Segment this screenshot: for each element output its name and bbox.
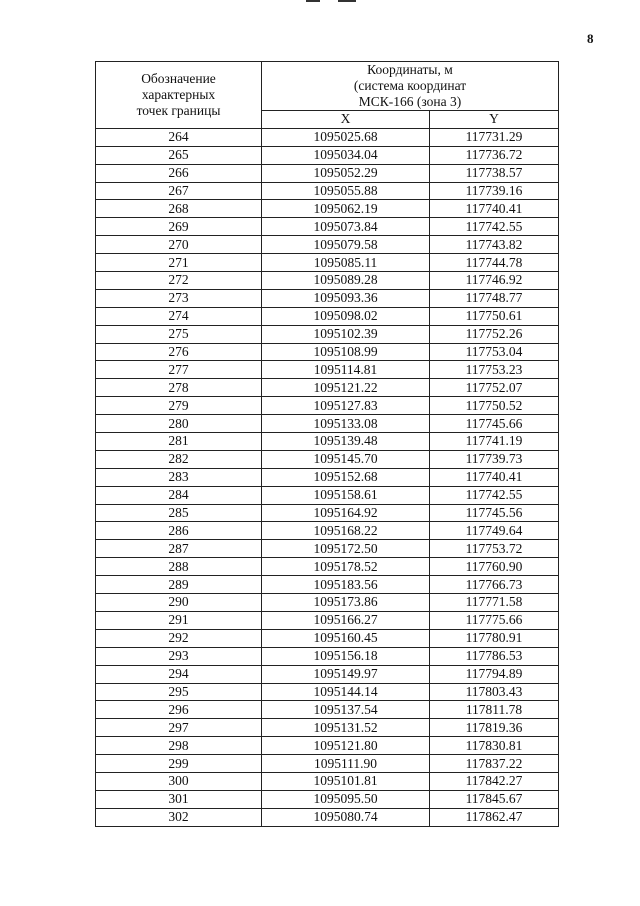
- table-row: [96, 379, 559, 397]
- table-row: [96, 540, 559, 558]
- point-number-cell: 272: [96, 272, 262, 290]
- top-edge-marks: [306, 0, 356, 4]
- x-coordinate-cell: 1095145.70: [262, 450, 430, 468]
- x-coordinate-cell: 1095149.97: [262, 665, 430, 683]
- y-coordinate-cell: 117771.58: [430, 594, 559, 612]
- table-row: [96, 450, 559, 468]
- y-coordinate-cell: 117745.66: [430, 415, 559, 433]
- y-coordinate-cell: 117750.61: [430, 307, 559, 325]
- x-coordinate-cell: 1095139.48: [262, 433, 430, 451]
- x-coordinate-cell: 1095079.58: [262, 236, 430, 254]
- y-coordinate-cell: 117766.73: [430, 576, 559, 594]
- table-row: [96, 647, 559, 665]
- x-coordinate-cell: 1095160.45: [262, 629, 430, 647]
- table-row: [96, 343, 559, 361]
- y-coordinate-cell: 117745.56: [430, 504, 559, 522]
- table-row: [96, 218, 559, 236]
- x-coordinate-cell: 1095158.61: [262, 486, 430, 504]
- table-row: [96, 146, 559, 164]
- point-number-cell: 265: [96, 146, 262, 164]
- table-row: [96, 594, 559, 612]
- x-coordinate-cell: 1095098.02: [262, 307, 430, 325]
- point-number-cell: 279: [96, 397, 262, 415]
- table-row: [96, 361, 559, 379]
- point-number-cell: 286: [96, 522, 262, 540]
- y-coordinate-cell: 117731.29: [430, 128, 559, 146]
- point-number-cell: 278: [96, 379, 262, 397]
- x-coordinate-cell: 1095173.86: [262, 594, 430, 612]
- y-coordinate-cell: 117753.72: [430, 540, 559, 558]
- table-row: [96, 415, 559, 433]
- x-coordinate-cell: 1095052.29: [262, 164, 430, 182]
- point-number-cell: 288: [96, 558, 262, 576]
- y-coordinate-cell: 117750.52: [430, 397, 559, 415]
- x-coordinate-cell: 1095121.22: [262, 379, 430, 397]
- table-row: [96, 611, 559, 629]
- table-row: [96, 522, 559, 540]
- y-coordinate-cell: 117739.73: [430, 450, 559, 468]
- point-number-cell: 283: [96, 468, 262, 486]
- coords-header-line: (система координат: [353, 78, 467, 93]
- point-number-cell: 287: [96, 540, 262, 558]
- y-coordinate-cell: 117742.55: [430, 218, 559, 236]
- x-coordinate-cell: 1095131.52: [262, 719, 430, 737]
- x-coordinate-cell: 1095152.68: [262, 468, 430, 486]
- table-row: [96, 289, 559, 307]
- x-coordinate-cell: 1095093.36: [262, 289, 430, 307]
- y-coordinate-cell: 117752.07: [430, 379, 559, 397]
- x-coordinate-cell: 1095034.04: [262, 146, 430, 164]
- table-row: [96, 576, 559, 594]
- table-row: [96, 128, 559, 146]
- point-number-cell: 275: [96, 325, 262, 343]
- point-number-cell: 281: [96, 433, 262, 451]
- x-coordinate-cell: 1095080.74: [262, 808, 430, 826]
- y-coordinate-cell: 117775.66: [430, 611, 559, 629]
- x-coordinate-cell: 1095089.28: [262, 272, 430, 290]
- point-number-cell: 302: [96, 808, 262, 826]
- x-coordinate-cell: 1095166.27: [262, 611, 430, 629]
- x-coordinate-cell: 1095183.56: [262, 576, 430, 594]
- y-coordinate-cell: 117794.89: [430, 665, 559, 683]
- y-coordinate-cell: 117786.53: [430, 647, 559, 665]
- y-coordinate-cell: 117749.64: [430, 522, 559, 540]
- point-number-cell: 293: [96, 647, 262, 665]
- y-coordinate-cell: 117760.90: [430, 558, 559, 576]
- x-coordinate-cell: 1095133.08: [262, 415, 430, 433]
- point-number-cell: 269: [96, 218, 262, 236]
- y-coordinate-cell: 117748.77: [430, 289, 559, 307]
- table-row: [96, 468, 559, 486]
- y-coordinate-cell: 117845.67: [430, 790, 559, 808]
- point-number-cell: 273: [96, 289, 262, 307]
- point-number-cell: 276: [96, 343, 262, 361]
- point-number-cell: 294: [96, 665, 262, 683]
- table-row: [96, 307, 559, 325]
- point-number-cell: 289: [96, 576, 262, 594]
- point-number-cell: 295: [96, 683, 262, 701]
- x-coordinate-cell: 1095172.50: [262, 540, 430, 558]
- table-row: [96, 701, 559, 719]
- y-coordinate-cell: 117744.78: [430, 254, 559, 272]
- y-coordinate-cell: 117753.04: [430, 343, 559, 361]
- point-number-cell: 298: [96, 737, 262, 755]
- x-coordinate-cell: 1095085.11: [262, 254, 430, 272]
- table-row: [96, 719, 559, 737]
- table-row: [96, 486, 559, 504]
- x-coordinate-cell: 1095168.22: [262, 522, 430, 540]
- table-row: [96, 683, 559, 701]
- table-row: [96, 558, 559, 576]
- table-row: [96, 325, 559, 343]
- x-coordinate-cell: 1095156.18: [262, 647, 430, 665]
- page-number: 8: [587, 31, 594, 46]
- y-coordinate-cell: 117780.91: [430, 629, 559, 647]
- table-header-row: [96, 62, 559, 111]
- y-coordinate-cell: 117739.16: [430, 182, 559, 200]
- table-row: [96, 200, 559, 218]
- y-coordinate-cell: 117738.57: [430, 164, 559, 182]
- y-column-header: Y: [430, 111, 559, 129]
- y-coordinate-cell: 117742.55: [430, 486, 559, 504]
- x-coordinate-cell: 1095121.80: [262, 737, 430, 755]
- point-number-cell: 264: [96, 128, 262, 146]
- point-number-cell: 274: [96, 307, 262, 325]
- x-coordinate-cell: 1095178.52: [262, 558, 430, 576]
- y-coordinate-cell: 117830.81: [430, 737, 559, 755]
- point-number-cell: 267: [96, 182, 262, 200]
- x-coordinate-cell: 1095102.39: [262, 325, 430, 343]
- x-coordinate-cell: 1095137.54: [262, 701, 430, 719]
- table-row: [96, 772, 559, 790]
- x-coordinate-cell: 1095101.81: [262, 772, 430, 790]
- y-coordinate-cell: 117740.41: [430, 200, 559, 218]
- point-number-cell: 277: [96, 361, 262, 379]
- x-coordinate-cell: 1095144.14: [262, 683, 430, 701]
- y-coordinate-cell: 117803.43: [430, 683, 559, 701]
- point-number-cell: 280: [96, 415, 262, 433]
- x-coordinate-cell: 1095114.81: [262, 361, 430, 379]
- point-number-cell: 297: [96, 719, 262, 737]
- table-row: [96, 236, 559, 254]
- x-coordinate-cell: 1095164.92: [262, 504, 430, 522]
- point-number-cell: 292: [96, 629, 262, 647]
- table-row: [96, 433, 559, 451]
- table-row: [96, 164, 559, 182]
- point-header-line: характерных: [141, 86, 216, 102]
- table-row: [96, 504, 559, 522]
- point-number-cell: 284: [96, 486, 262, 504]
- x-coordinate-cell: 1095095.50: [262, 790, 430, 808]
- point-number-cell: 282: [96, 450, 262, 468]
- table-row: [96, 737, 559, 755]
- y-coordinate-cell: 117741.19: [430, 433, 559, 451]
- y-coordinate-cell: 117746.92: [430, 272, 559, 290]
- x-coordinate-cell: 1095111.90: [262, 755, 430, 773]
- x-coordinate-cell: 1095127.83: [262, 397, 430, 415]
- coordinates-header: [262, 62, 559, 111]
- point-number-cell: 300: [96, 772, 262, 790]
- y-coordinate-cell: 117862.47: [430, 808, 559, 826]
- y-coordinate-cell: 117752.26: [430, 325, 559, 343]
- table-row: [96, 629, 559, 647]
- point-header-line: точек границы: [136, 102, 221, 118]
- table-row: [96, 254, 559, 272]
- point-number-cell: 268: [96, 200, 262, 218]
- point-number-cell: 271: [96, 254, 262, 272]
- y-coordinate-cell: 117736.72: [430, 146, 559, 164]
- point-number-cell: 291: [96, 611, 262, 629]
- table-row: [96, 397, 559, 415]
- coords-header-line: МСК-166 (зона 3): [358, 94, 462, 109]
- x-coordinate-cell: 1095062.19: [262, 200, 430, 218]
- table-row: [96, 755, 559, 773]
- y-coordinate-cell: 117740.41: [430, 468, 559, 486]
- x-coordinate-cell: 1095055.88: [262, 182, 430, 200]
- y-coordinate-cell: 117811.78: [430, 701, 559, 719]
- point-number-cell: 290: [96, 594, 262, 612]
- table-row: [96, 790, 559, 808]
- point-designation-header: [96, 62, 262, 129]
- point-number-cell: 285: [96, 504, 262, 522]
- point-number-cell: 296: [96, 701, 262, 719]
- y-coordinate-cell: 117842.27: [430, 772, 559, 790]
- y-coordinate-cell: 117753.23: [430, 361, 559, 379]
- x-coordinate-cell: 1095073.84: [262, 218, 430, 236]
- point-number-cell: 266: [96, 164, 262, 182]
- coordinates-table: [95, 61, 559, 827]
- x-coordinate-cell: 1095108.99: [262, 343, 430, 361]
- table-row: [96, 665, 559, 683]
- point-number-cell: 299: [96, 755, 262, 773]
- table-row: [96, 272, 559, 290]
- coords-header-line: Координаты, м: [367, 62, 453, 77]
- y-coordinate-cell: 117837.22: [430, 755, 559, 773]
- x-column-header: X: [262, 111, 430, 129]
- point-header-line: Обозначение: [141, 70, 216, 86]
- table-body: [96, 128, 559, 826]
- table-row: [96, 182, 559, 200]
- x-coordinate-cell: 1095025.68: [262, 128, 430, 146]
- point-number-cell: 301: [96, 790, 262, 808]
- point-number-cell: 270: [96, 236, 262, 254]
- table-row: [96, 808, 559, 826]
- y-coordinate-cell: 117743.82: [430, 236, 559, 254]
- y-coordinate-cell: 117819.36: [430, 719, 559, 737]
